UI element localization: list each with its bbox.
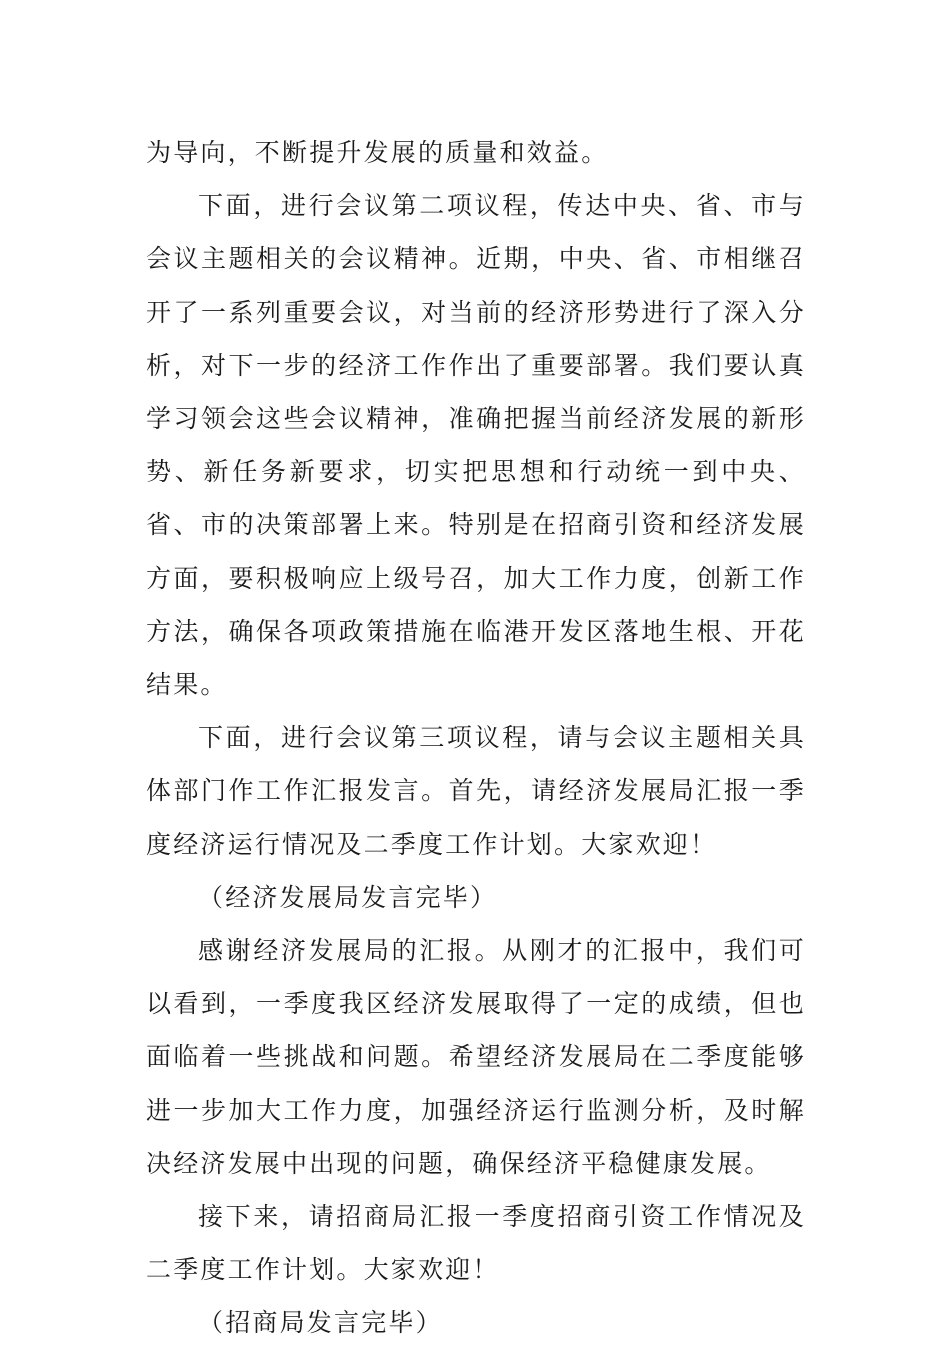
note-investment-bureau-finished: （招商局发言完毕） [198,1308,443,1338]
paragraph-thanks-economic-bureau: 感谢经济发展局的汇报。从刚才的汇报中，我们可以看到，一季度我区经济发展取得了一定的成绩，但也面临着一些挑战和问题。希望经济发展局在二季度能够进一步加大工作力度，加强经济运行监测分析，及时解决经济发展中出现的问题，确保经济平稳健康发展。 [146,936,806,1178]
paragraph-second-agenda: 下面，进行会议第二项议程，传达中央、省、市与会议主题相关的会议精神。近期，中央、省、市相继召开了一系列重要会议，对当前的经济形势进行了深入分析，对下一步的经济工作作出了重要部署。我们要认真学习领会这些会议精神，准确把握当前经济发展的新形势、新任务新要求，切实把思想和行动统一到中央、省、市的决策部署上来。特别是在招商引资和经济发展方面，要积极响应上级号召，加大工作力度，创新工作方法，确保各项政策措施在临港开发区落地生根、开花结果。 [146,191,806,700]
document-body [146,126,806,1350]
note-economic-bureau-finished: （经济发展局发言完毕） [198,882,498,912]
paragraph-investment-bureau-report: 接下来，请招商局汇报一季度招商引资工作情况及二季度工作计划。大家欢迎！ [146,1202,806,1285]
paragraph-third-agenda: 下面，进行会议第三项议程，请与会议主题相关具体部门作工作汇报发言。首先，请经济发展局汇报一季度经济运行情况及二季度工作计划。大家欢迎！ [146,723,806,859]
paragraph-continuation: 为导向，不断提升发展的质量和效益。 [146,138,609,167]
